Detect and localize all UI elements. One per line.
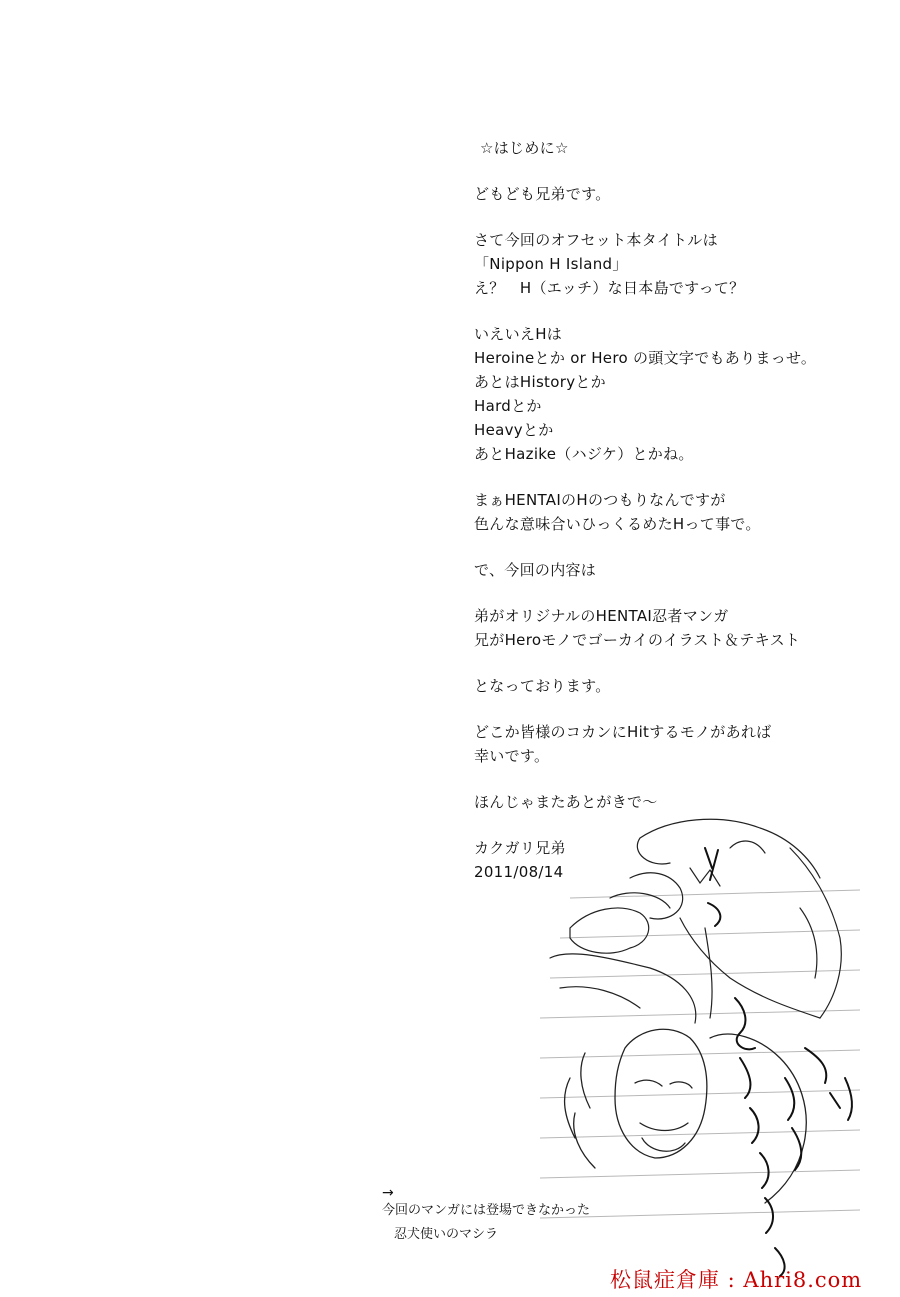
- paragraph-line: 色んな意味合いひっくるめたHって事で。: [474, 515, 761, 533]
- paragraph-line: さて今回のオフセット本タイトルは: [474, 231, 718, 249]
- paragraph-line: どこか皆様のコカンにHitするモノがあれば: [474, 723, 772, 741]
- paragraph-line: で、今回の内容は: [474, 561, 597, 579]
- paragraph-line: ほんじゃまたあとがきで～: [474, 793, 658, 811]
- author-name: カクガリ兄弟: [474, 839, 566, 857]
- caption-line: 今回のマンガには登場できなかった: [382, 1203, 591, 1218]
- greeting: どもども兄弟です。: [474, 185, 611, 203]
- paragraph-line: Heroineとか or Hero の頭文字でもありまっせ。: [474, 349, 817, 367]
- paragraph-line: あとHazike（ハジケ）とかね。: [474, 445, 694, 463]
- paragraph-line: 「Nippon H Island」: [474, 255, 628, 273]
- paragraph-line: 兄がHeroモノでゴーカイのイラスト＆テキスト: [474, 631, 801, 649]
- paragraph-line: まぁHENTAIのHのつもりなんですが: [474, 491, 726, 509]
- paragraph-line: あとはHistoryとか: [474, 373, 606, 391]
- dog-heads-sketch: [550, 819, 841, 1023]
- paragraph-line: 弟がオリジナルのHENTAI忍者マンガ: [474, 607, 729, 625]
- paragraph-line: Hardとか: [474, 397, 542, 415]
- illustration-caption: [382, 1186, 612, 1248]
- watermark: 松鼠症倉庫 : Ahri8.com: [610, 1268, 863, 1292]
- paragraph-line: 幸いです。: [474, 747, 550, 765]
- arrow-icon: →: [382, 1185, 394, 1201]
- paragraph-line: となっております。: [474, 677, 611, 695]
- paragraph-line: Heavyとか: [474, 421, 554, 439]
- date: 2011/08/14: [474, 863, 564, 881]
- paragraph-line: え？ H（エッチ）な日本島ですって？: [474, 279, 745, 297]
- paragraph-line: いえいえHは: [474, 325, 563, 343]
- foreword-heading: ☆はじめに☆: [480, 139, 569, 157]
- foreword-text: [474, 136, 874, 884]
- caption-line: 忍犬使いのマシラ: [394, 1227, 499, 1242]
